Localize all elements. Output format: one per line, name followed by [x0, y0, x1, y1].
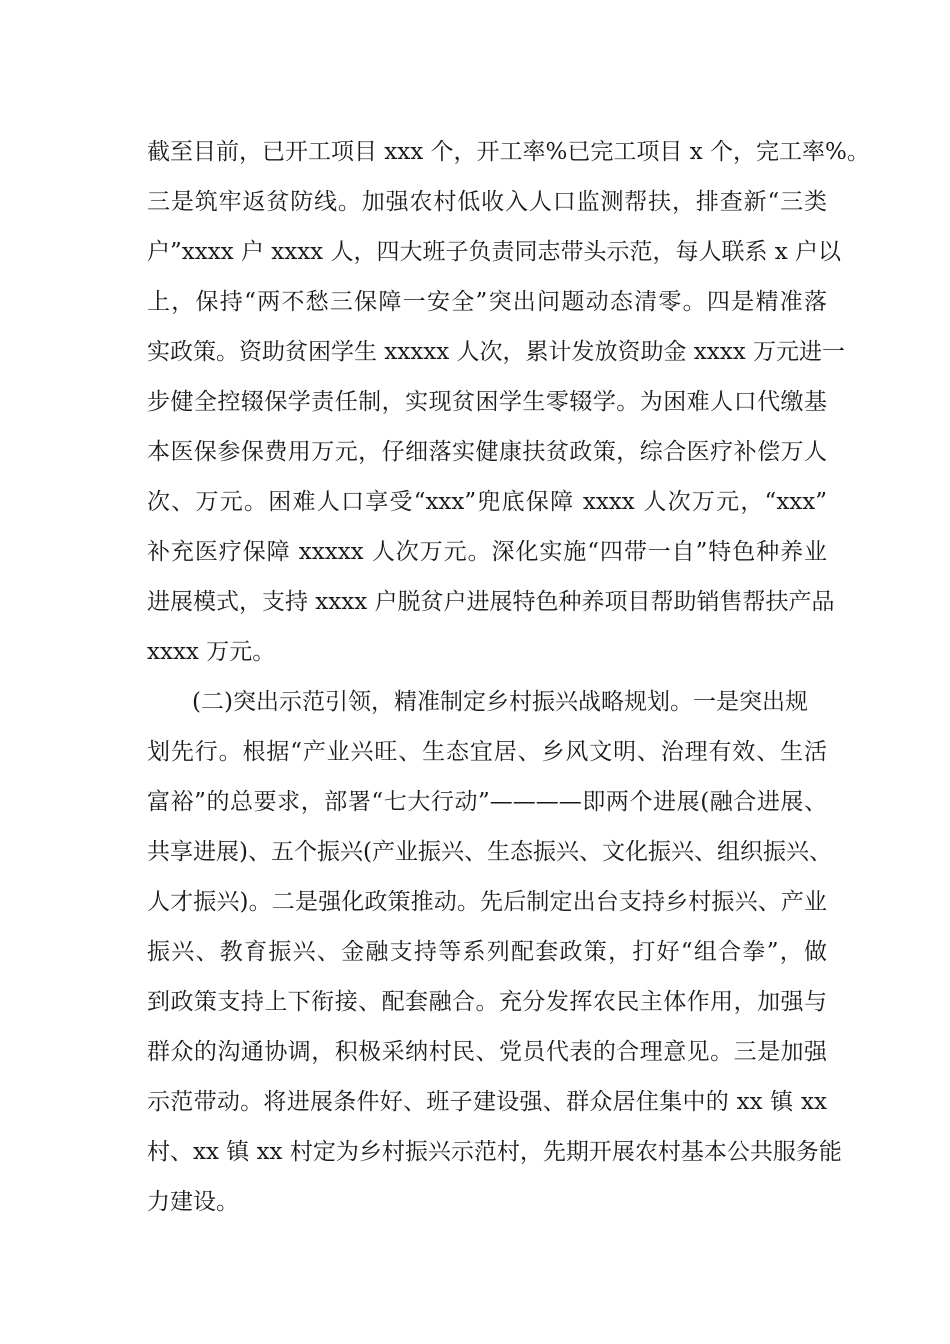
- paragraph-line: 户”xxxx 户 xxxx 人，四大班子负责同志带头示范，每人联系 x 户以: [147, 239, 842, 265]
- paragraph-line: 划先行。根据“产业兴旺、生态宜居、乡风文明、治理有效、生活: [147, 739, 827, 765]
- paragraph-line: 进展模式，支持 xxxx 户脱贫户进展特色种养项目帮助销售帮扶产品: [147, 589, 835, 615]
- paragraph-line: 步健全控辍保学责任制，实现贫困学生零辍学。为困难人口代缴基: [147, 389, 827, 415]
- paragraph-line: 群众的沟通协调，积极采纳村民、党员代表的合理意见。三是加强: [147, 1039, 827, 1065]
- paragraph-line: 富裕”的总要求，部署“七大行动”————即两个进展(融合进展、: [147, 789, 827, 815]
- paragraph-line: 本医保参保费用万元，仔细落实健康扶贫政策，综合医疗补偿万人: [147, 439, 827, 465]
- paragraph-line: 三是筑牢返贫防线。加强农村低收入人口监测帮扶，排查新“三类: [147, 189, 827, 215]
- paragraph-line: xxxx 万元。: [147, 639, 276, 665]
- paragraph-line: 示范带动。将进展条件好、班子建设强、群众居住集中的 xx 镇 xx: [147, 1089, 827, 1115]
- paragraph-line: 人才振兴)。二是强化政策推动。先后制定出台支持乡村振兴、产业: [147, 889, 827, 915]
- paragraph-line: 共享进展)、五个振兴(产业振兴、生态振兴、文化振兴、组织振兴、: [147, 839, 832, 865]
- paragraph-line: 振兴、教育振兴、金融支持等系列配套政策，打好“组合拳”，做: [147, 939, 827, 965]
- section-heading-line: (二)突出示范引领，精准制定乡村振兴战略规划。一是突出规: [192, 689, 808, 715]
- paragraph-line: 次、万元。困难人口享受“xxx”兜底保障 xxxx 人次万元，“xxx”: [147, 489, 827, 515]
- paragraph-line: 村、xx 镇 xx 村定为乡村振兴示范村，先期开展农村基本公共服务能: [147, 1139, 842, 1165]
- paragraph-line: 上，保持“两不愁三保障一安全”突出问题动态清零。四是精准落: [147, 289, 827, 315]
- paragraph-line: 力建设。: [147, 1189, 239, 1215]
- paragraph-line: 截至目前，已开工项目 xxx 个，开工率%已完工项目 x 个，完工率%。: [147, 139, 870, 165]
- paragraph-line: 到政策支持上下衔接、配套融合。充分发挥农民主体作用，加强与: [147, 989, 827, 1015]
- paragraph-line: 补充医疗保障 xxxxx 人次万元。深化实施“四带一自”特色种养业: [147, 539, 827, 565]
- paragraph-line: 实政策。资助贫困学生 xxxxx 人次，累计发放资助金 xxxx 万元进一: [147, 339, 845, 365]
